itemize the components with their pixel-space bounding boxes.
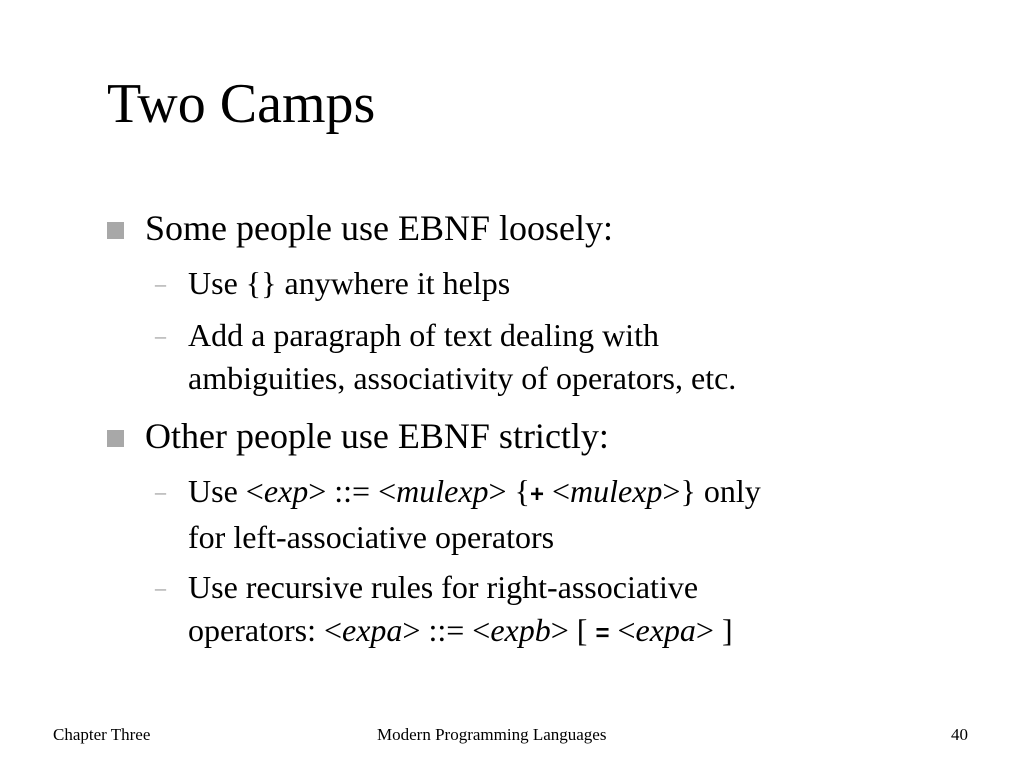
footer-course-title: Modern Programming Languages	[377, 725, 607, 744]
text-run: > ::= <	[308, 473, 397, 509]
text-run: operators: <	[188, 612, 342, 648]
text-run: <	[609, 612, 636, 648]
sub-bullet-text: Use {} anywhere it helps	[188, 265, 511, 301]
text-run: > ]	[695, 612, 733, 648]
footer-page-number: 40	[951, 725, 968, 744]
bullet-text: Other people use EBNF strictly:	[145, 416, 609, 456]
grammar-rule-line	[188, 470, 928, 516]
dash-bullet-icon: –	[155, 575, 166, 600]
text-run: >} only	[662, 473, 761, 509]
sub-bullet-text-line: ambiguities, associativity of operators, etc.	[188, 360, 737, 396]
text-run: > [	[550, 612, 596, 648]
footer-chapter: Chapter Three	[53, 725, 151, 744]
nonterminal-mulexp: mulexp	[570, 473, 663, 509]
sub-bullet-text-line: Use recursive rules for right-associative	[188, 569, 699, 605]
nonterminal-expb: expb	[490, 612, 551, 648]
sub-bullet-text-line: for left-associative operators	[188, 519, 555, 555]
bullet-text: Some people use EBNF loosely:	[145, 208, 613, 248]
terminal-plus: +	[529, 481, 544, 508]
nonterminal-expa: expa	[635, 612, 696, 648]
slide-title: Two Camps	[107, 73, 376, 135]
text-run: > {	[488, 473, 530, 509]
dash-bullet-icon: –	[155, 323, 166, 348]
text-run: <	[543, 473, 571, 509]
dash-bullet-icon: –	[155, 271, 166, 296]
square-bullet-icon	[107, 222, 124, 239]
nonterminal-exp: exp	[263, 473, 309, 509]
dash-bullet-icon: –	[155, 479, 166, 504]
square-bullet-icon	[107, 430, 124, 447]
nonterminal-expa: expa	[342, 612, 403, 648]
sub-bullet-text-line: Add a paragraph of text dealing with	[188, 317, 659, 353]
nonterminal-mulexp: mulexp	[396, 473, 489, 509]
text-run: > ::= <	[402, 612, 491, 648]
grammar-rule-line	[188, 609, 928, 655]
text-run: Use <	[188, 473, 264, 509]
terminal-equals: =	[595, 620, 610, 647]
